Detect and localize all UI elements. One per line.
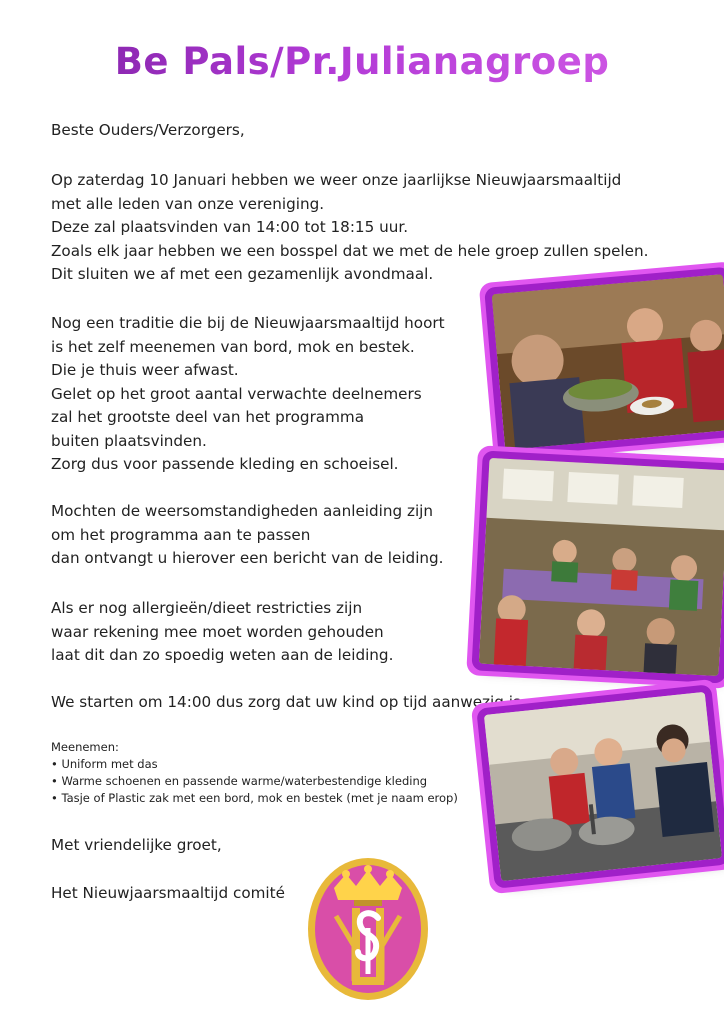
page-title: Be Pals/Pr.Julianagroep xyxy=(0,40,724,83)
closing xyxy=(51,834,222,858)
photo-food-serving xyxy=(492,274,724,450)
closing-line: Met vriendelijke groet, xyxy=(51,836,222,854)
signature-line: Het Nieuwjaarsmaaltijd comité xyxy=(51,884,285,902)
list-item: • Uniform met das xyxy=(51,756,458,773)
list-item: • Warme schoenen en passende warme/waterbestendige kleding xyxy=(51,773,458,790)
greeting xyxy=(51,119,245,143)
bring-title: Meenemen: xyxy=(51,740,119,754)
text-line: Die je thuis weer afwast. xyxy=(51,361,239,379)
text-line: met alle leden van onze vereniging. xyxy=(51,194,325,213)
text-line: zal het grootste deel van het programma xyxy=(51,408,365,426)
text-line: waar rekening mee moet worden gehouden xyxy=(51,622,384,641)
signature xyxy=(51,882,285,906)
paragraph-tradition xyxy=(51,312,445,477)
greeting-line: Beste Ouders/Verzorgers, xyxy=(51,121,245,139)
bring-list xyxy=(51,739,458,807)
photo-dining-hall xyxy=(479,458,724,676)
text-line: Zorg dus voor passende kleding en schoeisel. xyxy=(51,455,399,473)
text-line: dan ontvangt u hierover een bericht van de leiding. xyxy=(51,549,444,567)
text-line: Gelet op het groot aantal verwachte deelnemers xyxy=(51,384,422,403)
list-item: • Tasje of Plastic zak met een bord, mok en bestek (met je naam erop) xyxy=(51,790,458,807)
text-line: Op zaterdag 10 Januari hebben we weer onze jaarlijkse Nieuwjaarsmaaltijd xyxy=(51,171,622,189)
text-line: om het programma aan te passen xyxy=(51,525,311,544)
paragraph-weather xyxy=(51,500,444,571)
photo-kitchen xyxy=(484,692,722,881)
text-line: Dit sluiten we af met een gezamenlijk avondmaal. xyxy=(51,265,434,283)
paragraph-allergies xyxy=(51,597,393,668)
paragraph-start xyxy=(51,691,526,715)
text-line: Zoals elk jaar hebben we een bosspel dat we met de hele groep zullen spelen. xyxy=(51,241,649,260)
text-line: Mochten de weersomstandigheden aanleiding zijn xyxy=(51,502,434,520)
text-line: is het zelf meenemen van bord, mok en bestek. xyxy=(51,337,415,356)
text-line: Nog een traditie die bij de Nieuwjaarsmaaltijd hoort xyxy=(51,314,445,332)
text-line: Deze zal plaatsvinden van 14:00 tot 18:15 uur. xyxy=(51,218,409,236)
text-line: buiten plaatsvinden. xyxy=(51,431,207,450)
text-line: We starten om 14:00 dus zorg dat uw kind op tijd aanwezig is. xyxy=(51,693,526,711)
paragraph-event xyxy=(51,169,648,287)
text-line: Als er nog allergieën/dieet restricties zijn xyxy=(51,599,363,617)
text-line: laat dit dan zo spoedig weten aan de leiding. xyxy=(51,646,394,664)
scouting-logo xyxy=(306,856,430,1002)
